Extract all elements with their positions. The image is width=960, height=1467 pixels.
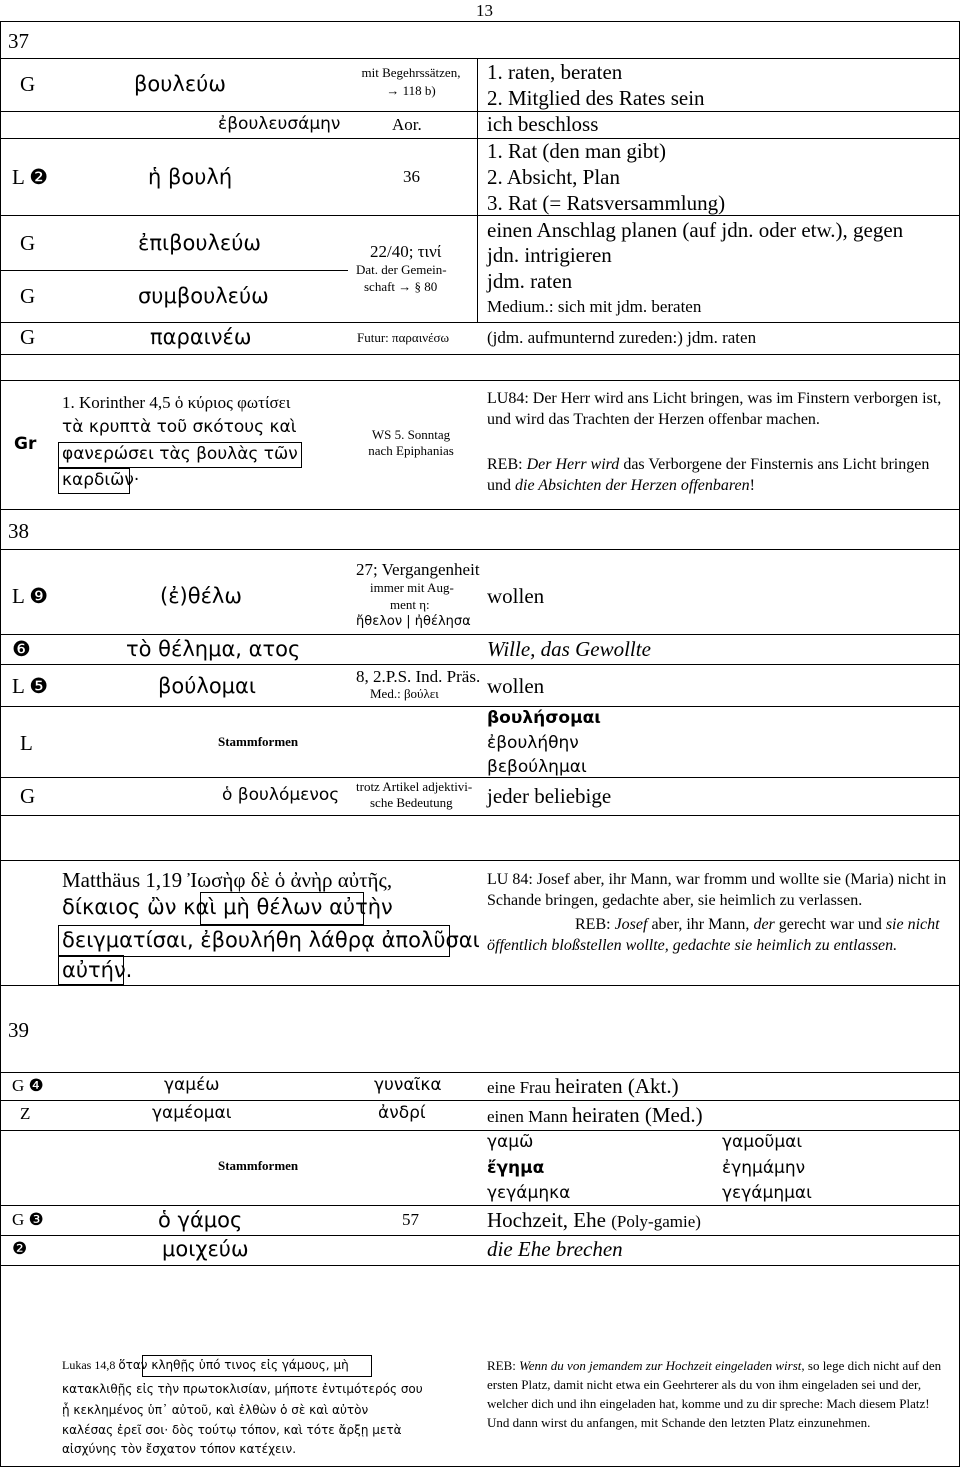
- row-tag: G: [20, 72, 36, 96]
- translation-reb: REB: Wenn du von jemandem zur Hochzeit eingeladen wirst, so lege dich nicht auf den ersten Platz, damit nicht etwa ein Geehrterer als du von ihm eingeladen sei und der, welcher dich und ihn eingeladen hat, komme und zu dir spreche: Mach diesem Platz! Und dann wirst du anfangen, mit Schande den letzten Platz einzunehmen.: [487, 1358, 942, 1430]
- lemma: γαμέω: [164, 1075, 220, 1095]
- grammar-note: trotz Artikel adjektivi-: [356, 779, 473, 794]
- stammformen-label: Stammformen: [218, 734, 299, 749]
- meaning: ich beschloss: [487, 112, 599, 136]
- greek-citation: φανερώσει τὰς βουλὰς τῶν: [62, 444, 298, 464]
- meaning: (jdm. aufmunternd zureden:) jdm. raten: [487, 328, 757, 347]
- meaning: Medium.: sich mit jdm. beraten: [487, 297, 702, 316]
- grammar-note: 22/40; τινί: [370, 242, 442, 261]
- stammformen-label: Stammformen: [218, 1158, 299, 1173]
- greek-citation: 1. Korinther 4,5 ὁ κύριος φωτίσει: [62, 393, 291, 412]
- greek-citation: τὰ κρυπτὰ τοῦ σκότους καὶ: [62, 417, 297, 437]
- row-tag: ❻: [12, 637, 31, 661]
- row-tag: ❷: [12, 1239, 28, 1258]
- lemma: βούλομαι: [158, 674, 256, 698]
- principal-part: ἔγημα: [487, 1158, 545, 1178]
- grammar-note: Aor.: [392, 115, 422, 134]
- row-tag: L ❺: [12, 674, 49, 698]
- greek-citation: ᾖ κεκλημένος ὑπ᾽ αὐτοῦ, καὶ ἐλθὼν ὁ σὲ καὶ αὐτὸν: [62, 1403, 369, 1417]
- lemma: μοιχεύω: [162, 1237, 249, 1261]
- grammar-note: 8, 2.P.S. Ind. Präs.: [356, 667, 481, 686]
- translation-reb: REB: Der Herr wird das Verborgene der Finsternis ans Licht bringen und die Absichten der Herzen offenbaren!: [487, 456, 930, 494]
- grammar-note: ment η:: [390, 597, 430, 612]
- lectionary-note: nach Epiphanias: [368, 443, 454, 458]
- row-tag: G: [20, 325, 36, 349]
- translation-reb: REB: Josef aber, ihr Mann, der gerecht war und sie nicht öffentlich bloßstellen wollte, gedachte sie heimlich zu entlassen.: [487, 916, 940, 954]
- meaning: wollen: [487, 674, 545, 698]
- meaning: 2. Mitglied des Rates sein: [487, 86, 705, 110]
- principal-part: γαμῶ: [487, 1132, 534, 1152]
- row-tag: L ❷: [12, 165, 49, 189]
- grammar-note: immer mit Aug-: [370, 580, 454, 595]
- meaning: 3. Rat (= Ratsversammlung): [487, 191, 726, 215]
- principal-part: βεβούλημαι: [487, 757, 587, 777]
- meaning: einen Anschlag planen (auf jdn. oder etw.), gegen: [487, 218, 904, 242]
- row-tag: L ❾: [12, 584, 49, 608]
- grammar-note: 36: [403, 167, 420, 186]
- greek-citation: καρδιῶν·: [62, 470, 140, 490]
- lectionary-note: WS 5. Sonntag: [371, 427, 451, 442]
- row-tag: G ❹: [12, 1076, 44, 1095]
- greek-citation: κατακλιθῇς εἰς τὴν πρωτοκλισίαν, μήποτε ἐντιμότερός σου: [62, 1382, 423, 1396]
- meaning: wollen: [487, 584, 545, 608]
- grammar-note: 57: [402, 1210, 419, 1229]
- grammar-note: → 118 b): [386, 83, 436, 98]
- principal-part: ἐγημάμην: [722, 1158, 806, 1178]
- grammar-note: Med.: βούλει: [370, 686, 439, 701]
- lemma: παραινέω: [150, 325, 252, 349]
- principal-part: βουλήσομαι: [487, 708, 601, 728]
- lemma: ὁ γάμος: [158, 1208, 243, 1232]
- principal-part: γεγάμημαι: [722, 1183, 812, 1203]
- greek-citation: Lukas 14,8 ὅταν κληθῇς ὑπό τινος εἰς γάμους, μὴ: [62, 1358, 349, 1372]
- lemma: ἡ βουλή: [148, 165, 233, 189]
- grammar-note: 27; Vergangenheit: [356, 560, 480, 579]
- greek-citation: δίκαιος ὢν καὶ μὴ θέλων αὐτὴν: [62, 895, 393, 919]
- principal-part: γεγάμηκα: [487, 1183, 571, 1203]
- translation-lu84: LU 84: Josef aber, ihr Mann, war fromm und wollte sie (Maria) nicht in Schande bringen, gedachte aber, sie heimlich zu verlassen.: [487, 871, 947, 909]
- meaning: 2. Absicht, Plan: [487, 165, 621, 189]
- lemma: βουλεύω: [134, 72, 226, 96]
- meaning: einen Mann heiraten (Med.): [487, 1103, 703, 1127]
- lemma: (ἐ)θέλω: [160, 584, 242, 608]
- grammar-note: sche Bedeutung: [370, 795, 453, 810]
- page-number: 13: [476, 1, 493, 20]
- lemma: συμβουλεύω: [138, 284, 269, 308]
- grammar-note: mit Begehrssätzen,: [361, 65, 461, 80]
- lemma: τὸ θέλημα, ατος: [126, 637, 301, 661]
- grammar-note: ἤθελον | ἠθέλησα: [356, 614, 471, 629]
- greek-citation: καλέσας ἐρεῖ σοι· δὸς τούτῳ τόπον, καὶ τότε ἄρξῃ μετὰ: [62, 1423, 402, 1437]
- principal-part: ἐβουλήθην: [487, 733, 579, 753]
- greek-citation: δειγματίσαι, ἐβουλήθη λάθρᾳ ἀπολῦσαι: [62, 928, 480, 952]
- grammar-note: Futur: παραινέσω: [357, 330, 450, 345]
- meaning: jdn. intrigieren: [487, 243, 612, 267]
- grammar-note: γυναῖκα: [374, 1075, 442, 1095]
- meaning: 1. raten, beraten: [487, 60, 623, 84]
- row-tag: G: [20, 284, 36, 308]
- meaning: die Ehe brechen: [487, 1237, 623, 1261]
- lemma: ὁ βουλόμενος: [222, 785, 340, 805]
- row-tag: L: [20, 731, 33, 755]
- principal-part: γαμοῦμαι: [722, 1132, 803, 1152]
- meaning: Wille, das Gewollte: [487, 637, 651, 661]
- grammar-note: schaft → § 80: [364, 279, 438, 294]
- row-tag: G ❸: [12, 1210, 44, 1229]
- lemma: ἐπιβουλεύω: [138, 231, 262, 255]
- section-number: 37: [8, 29, 29, 53]
- section-number: 39: [8, 1018, 29, 1042]
- row-tag: Z: [20, 1104, 31, 1123]
- meaning: Hochzeit, Ehe (Poly-gamie): [487, 1208, 701, 1232]
- translation-lu84: LU84: Der Herr wird ans Licht bringen, was im Finstern verborgen ist, und wird das Trachten der Herzen offenbar machen.: [487, 390, 942, 428]
- grammar-note: ἀνδρί: [378, 1103, 426, 1123]
- row-tag: G: [20, 784, 36, 808]
- meaning: eine Frau heiraten (Akt.): [487, 1074, 679, 1098]
- row-tag: G: [20, 231, 36, 255]
- greek-citation: αὐτήν.: [62, 958, 133, 982]
- section-number: 38: [8, 519, 29, 543]
- meaning: jeder beliebige: [487, 784, 612, 808]
- grammar-note: Dat. der Gemein-: [356, 262, 447, 277]
- source-tag: Gr: [14, 434, 37, 454]
- lemma: ἐβουλευσάμην: [218, 114, 341, 134]
- greek-citation: Matthäus 1,19 Ἰωσὴφ δὲ ὁ ἀνὴρ αὐτῆς,: [62, 868, 393, 892]
- meaning: 1. Rat (den man gibt): [487, 139, 667, 163]
- greek-citation: αἰσχύνης τὸν ἔσχατον τόπον κατέχειν.: [62, 1442, 297, 1456]
- meaning: jdm. raten: [487, 269, 573, 293]
- lemma: γαμέομαι: [152, 1103, 232, 1123]
